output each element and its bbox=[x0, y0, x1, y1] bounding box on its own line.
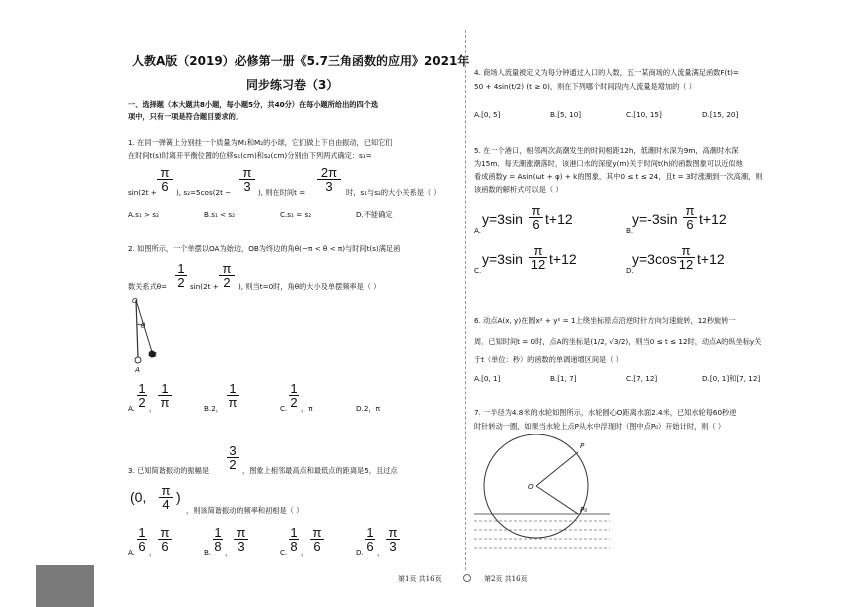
q1-t-prefix: ), 则在时间t = bbox=[258, 188, 306, 197]
q5-option-a-label: A. bbox=[474, 226, 482, 235]
q2-option-b-prefix: B.2， bbox=[204, 404, 223, 413]
footer-page-left: 第1页 共16页 bbox=[398, 575, 442, 583]
q2-option-d: D.2，π bbox=[356, 404, 380, 413]
q4-option-c: C.[10, 15] bbox=[626, 110, 662, 119]
q5-option-d-suffix: t+12 bbox=[697, 251, 725, 267]
wheel-label-o: O bbox=[528, 482, 534, 491]
q3-option-d-frac-1: 1 6 bbox=[366, 525, 374, 554]
q1-option-d: D.不能确定 bbox=[356, 210, 393, 219]
q6-option-a: A.[0, 1] bbox=[474, 374, 501, 383]
q3-option-a-frac-1: 1 6 bbox=[138, 525, 146, 554]
q1-option-b: B.s₁ < s₂ bbox=[204, 210, 236, 219]
footer-page-right: 第2页 共16页 bbox=[484, 575, 528, 583]
q3-prefix: 3. 已知简谐振动的振幅是 bbox=[128, 466, 210, 475]
q3-point-frac: π 4 bbox=[158, 484, 174, 511]
q7-line-1: 7. 一半径为4.8米的水轮如图所示，水轮圆心O距离水面2.4米，已知水轮每60秒逆 bbox=[474, 408, 737, 417]
q3-option-c-frac-2: π 6 bbox=[309, 526, 325, 553]
wheel-label-p: P bbox=[580, 441, 585, 450]
q3-option-c-frac-1: 1 8 bbox=[290, 525, 298, 554]
pendulum-label-b: B bbox=[152, 350, 157, 359]
column-divider bbox=[465, 30, 466, 570]
q3-option-b-frac-2: π 3 bbox=[233, 526, 249, 553]
q3-option-d-comma: ， bbox=[377, 548, 385, 557]
q2-option-c-label: C. bbox=[280, 404, 288, 413]
q6-line-2: 周．已知时间t = 0时，点A的坐标是(1/2, √3/2)，则当0 ≤ t ≤ 12时，动点A的纵坐标y关 bbox=[474, 337, 762, 346]
q5-option-d-label: D. bbox=[626, 266, 634, 275]
q2-option-a-frac-1: 1 2 bbox=[138, 381, 146, 410]
q2-prefix: 数关系式θ= bbox=[128, 282, 168, 291]
q6-option-c: C.[7, 12] bbox=[626, 374, 658, 383]
q4-line-2: 50 + 4sin(t/2) (t ≥ 0)，则在下列哪个时间段内人流量是增加的（ ） bbox=[474, 82, 696, 91]
q2-frac-b: π 2 bbox=[218, 262, 236, 289]
q4-option-d: D.[15, 20] bbox=[702, 110, 739, 119]
q5-option-a-frac: π 6 bbox=[528, 204, 544, 231]
q1-option-a: A.s₁ > s₂ bbox=[128, 210, 159, 219]
q3-option-a-comma: ， bbox=[149, 548, 157, 557]
q6-option-d: D.[0, 1]和[7, 12] bbox=[702, 374, 761, 383]
q4-option-a: A.[0, 5] bbox=[474, 110, 501, 119]
q5-option-c-prefix: y=3sin bbox=[482, 251, 523, 267]
q5-line-2: 为15m．每天潮涨潮落时，该港口水的深度y(m)关于时间t(h)的函数图象可以近似地 bbox=[474, 159, 743, 168]
wheel-label-p0: P₀ bbox=[580, 505, 588, 514]
q2-mid: sin(2t + bbox=[190, 282, 219, 291]
title-line-2: 同步练习卷（3） bbox=[246, 78, 339, 92]
q2-option-b-frac: 1 π bbox=[228, 381, 238, 410]
q4-line-1: 4. 商场人流量被定义为每分钟通过入口的人数，五一某商场的人流量满足函数F(t)= bbox=[474, 68, 739, 77]
q2-tail: ), 则当t=0时，角θ的大小及单摆频率是（ ） bbox=[238, 282, 381, 291]
q5-option-b-prefix: y=-3sin bbox=[632, 211, 678, 227]
q5-option-c-suffix: t+12 bbox=[549, 251, 577, 267]
q5-option-c-label: C. bbox=[474, 266, 482, 275]
q3-option-c-comma: ， bbox=[301, 548, 309, 557]
q2-line-1: 2. 如图所示，一个单摆以OA为始边，OB为终边的角θ(−π < θ < π)与时间t(s)满足函 bbox=[128, 244, 401, 253]
q2-option-c-frac: 1 2 bbox=[290, 381, 298, 410]
q3-option-a-label: A. bbox=[128, 548, 136, 557]
pendulum-label-theta: θ bbox=[141, 321, 146, 330]
pendulum-label-o: O bbox=[132, 296, 138, 305]
q5-option-d-frac: π 12 bbox=[678, 243, 694, 272]
q6-line-1: 6. 动点A(x, y)在圆x² + y² = 1上绕坐标原点沿逆时针方向匀速旋转，12秒旋转一 bbox=[474, 316, 736, 325]
q5-line-3: 看成函数y = Asin(ωt + φ) + k的图象，其中0 ≤ t ≤ 24，且t = 3时涨潮到一次高潮，则 bbox=[474, 172, 763, 181]
q3-option-b-comma: ， bbox=[225, 548, 233, 557]
q3-option-a-frac-2: π 6 bbox=[157, 526, 173, 553]
q3-amplitude-frac: 3 2 bbox=[226, 444, 240, 471]
q3-mid: ，图象上相邻最高点和最低点的距离是5，且过点 bbox=[242, 466, 398, 475]
q6-option-b: B.[1, 7] bbox=[550, 374, 577, 383]
q5-option-a-suffix: t+12 bbox=[545, 211, 573, 227]
q2-option-a-frac-2: 1 π bbox=[157, 382, 173, 409]
page-separator-dot bbox=[463, 574, 471, 582]
q5-option-d-prefix: y=3cos bbox=[632, 251, 677, 267]
q3-point-suffix: ) bbox=[176, 489, 181, 505]
q1-frac-2: π 3 bbox=[238, 166, 256, 193]
q3-option-b-label: B. bbox=[204, 548, 212, 557]
q1-frac-1: π 6 bbox=[156, 166, 174, 193]
corner-gray-block bbox=[36, 565, 94, 607]
q5-option-a-prefix: y=3sin bbox=[482, 211, 523, 227]
q1-frac-3: 2π 3 bbox=[316, 166, 342, 193]
q6-line-3: 于t（单位：秒）的函数的单调递增区间是（ ） bbox=[474, 355, 623, 364]
q5-line-4: 该函数的解析式可以是（ ） bbox=[474, 185, 563, 194]
pendulum-diagram bbox=[124, 294, 164, 374]
q3-option-d-label: D. bbox=[356, 548, 364, 557]
q1-s2-prefix: ), s₂=5cos(2t − bbox=[176, 188, 232, 197]
water-wheel-diagram bbox=[474, 434, 614, 554]
q3-option-d-frac-2: π 3 bbox=[385, 526, 401, 553]
q5-option-c-frac: π 12 bbox=[530, 243, 546, 272]
q7-line-2: 时针转动一圈，如果当水轮上点P从水中浮现时（图中点P₀）开始计时，则（ ） bbox=[474, 422, 726, 431]
q3-tail: ，则该简谐振动的频率和初相是（ ） bbox=[186, 506, 304, 515]
q5-option-b-suffix: t+12 bbox=[699, 211, 727, 227]
q3-option-b-frac-1: 1 8 bbox=[214, 525, 222, 554]
q3-point-prefix: (0, bbox=[130, 489, 147, 505]
q1-s1-prefix: sin(2t + bbox=[128, 188, 157, 197]
q3-option-c-label: C. bbox=[280, 548, 288, 557]
title-line-1: 人教A版（2019）必修第一册《5.7三角函数的应用》2021年 bbox=[132, 54, 470, 68]
q5-line-1: 5. 在一个港口，相邻两次高潮发生的时间相距12h，低潮时水深为9m，高潮时水深 bbox=[474, 146, 739, 155]
q2-option-c-tail: ，π bbox=[301, 404, 313, 413]
q2-frac-a: 1 2 bbox=[174, 262, 188, 289]
q1-line-2: 在时间t(s)时离开平衡位置的位移s₁(cm)和s₂(cm)分别由下列两式确定：s₁= bbox=[128, 151, 372, 160]
q5-option-b-frac: π 6 bbox=[682, 204, 698, 231]
q2-option-a-label: A. bbox=[128, 404, 136, 413]
section-heading-line-1: 一、选择题（本大题共8小题，每小题5分，共40分）在每小题所给出的四个选 bbox=[128, 100, 379, 109]
q1-option-c: C.s₁ = s₂ bbox=[280, 210, 312, 219]
section-heading-line-2: 项中，只有一项是符合题目要求的． bbox=[128, 112, 244, 121]
q5-option-b-label: B. bbox=[626, 226, 634, 235]
pendulum-label-a: A bbox=[135, 365, 140, 374]
q4-option-b: B.[5, 10] bbox=[550, 110, 582, 119]
q1-line-1: 1. 在同一弹簧上分别挂一个质量为M₁和M₂的小球，它们做上下自由振动，已知它们 bbox=[128, 138, 393, 147]
q1-tail: 时，s₁与s₂的大小关系是（ ） bbox=[346, 188, 441, 197]
q2-option-a-comma: ， bbox=[149, 404, 157, 413]
